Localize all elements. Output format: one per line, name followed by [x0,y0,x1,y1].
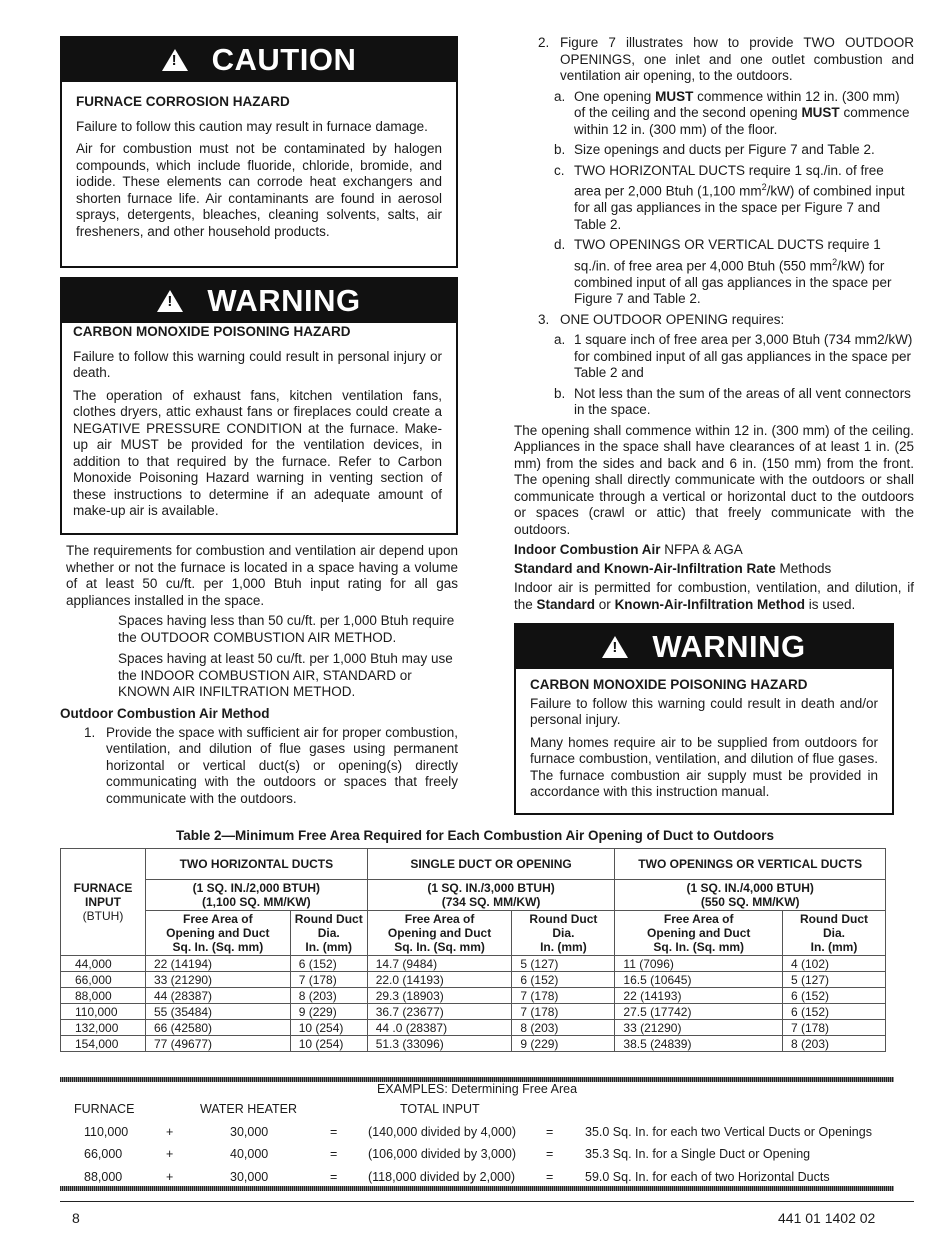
sub-line: In. (mm) [810,940,858,954]
table-cell: 6 (152) [512,972,615,988]
heading-bold: Indoor Combustion Air [514,542,661,557]
table-title: Table 2—Minimum Free Area Required for Each Combustion Air Opening of Duct to Outdoors [175,828,775,843]
space-less-note: Spaces having less than 50 cu/ft. per 1,000 Btuh require the OUTDOOR COMBUSTION AIR METHOD. [118,613,455,645]
sub-line: Dia. [552,926,575,940]
warning-title-2: CARBON MONOXIDE POISONING HAZARD [530,677,808,692]
table-cell: 22 (14193) [615,988,783,1004]
furnace-input-cell: 154,000 [61,1036,146,1052]
example-eq2: = [546,1169,554,1184]
table-cell: 14.7 (9484) [367,956,512,972]
sub-header-dia [783,911,886,956]
example-calc: (118,000 divided by 2,000) [368,1169,516,1184]
table-cell: 10 (254) [290,1020,367,1036]
table-cell: 22.0 (14193) [367,972,512,988]
table-body [61,956,886,1052]
indoor-air-paragraph [514,580,914,613]
warning-label-2: WARNING [652,629,806,664]
text-run: /kW) of combined input for all gas appliances in the space per Figure 7 and Table 2. [574,183,905,232]
sub-line: Free Area of [404,912,475,926]
hdr-water-heater: WATER HEATER [200,1102,297,1116]
warning-header-2 [516,625,892,669]
hdr-total-input: TOTAL INPUT [400,1102,480,1116]
table-cell: 4 (102) [783,956,886,972]
table-cell: 9 (229) [290,1004,367,1020]
examples-title: EXAMPLES: Determining Free Area [376,1082,578,1096]
table-cell: 8 (203) [290,988,367,1004]
rate-line: (734 SQ. MM/KW) [441,895,541,909]
rate-line: (1 SQ. IN./3,000 BTUH) [427,881,555,895]
sub-line: Dia. [317,926,340,940]
sub-item-a [554,89,914,139]
text-run: commence within 12 in. (300 mm) of the floor. [574,105,910,137]
group-header: SINGLE DUCT OR OPENING [367,849,615,880]
table-row [61,1004,886,1020]
table-cell: 16.5 (10645) [615,972,783,988]
table-cell: 77 (49677) [146,1036,291,1052]
sub-number: a. [554,88,566,104]
example-eq1: = [330,1124,338,1139]
table-cell: 55 (35484) [146,1004,291,1020]
table-row [61,988,886,1004]
example-result: 59.0 Sq. In. for each of two Horizontal Ducts [585,1169,830,1184]
warning-text-2b: Many homes require air to be supplied from outdoors for furnace combustion, ventilation, and dilution of flue gases. The furnace combustion air supply must be provided in accordance with this instruction manual. [530,734,878,799]
heading-rest: NFPA & AGA [660,542,743,557]
furnace-input-cell: 66,000 [61,972,146,988]
right-column [514,35,914,815]
example-calc: (140,000 divided by 4,000) [368,1124,517,1139]
text-run: TWO OPENINGS OR VERTICAL DUCTS require 1 sq./in. of free area per 4,000 Btuh (550 mm [574,237,881,273]
example-water: 30,000 [230,1124,269,1139]
standard-methods-heading [514,561,914,576]
warning-title-1: CARBON MONOXIDE POISONING HAZARD [73,324,351,339]
space-atleast-note: Spaces having at least 50 cu/ft. per 1,000 Btuh may use the INDOOR COMBUSTION AIR, STANDARD or KNOWN AIR INFILTRATION METHOD. [118,651,453,699]
superscript: 2 [832,256,838,267]
rate-line: (1 SQ. IN./4,000 BTUH) [686,881,814,895]
sub-number: c. [554,162,565,178]
sub-number: b. [554,142,566,157]
sub-line: Opening and Duct [387,926,492,940]
sub-item-3a [554,332,914,382]
list-item-2 [514,35,914,85]
heading-rest: Methods [775,561,832,576]
sub-header-area [146,911,291,956]
document-number: 441 01 1402 02 [778,1210,876,1226]
text-run: TWO HORIZONTAL DUCTS require 1 sq./in. of free area per 2,000 Btuh (1,100 mm [574,162,884,199]
table-cell: 7 (178) [290,972,367,988]
caution-header [62,38,456,82]
sub-header-dia [290,911,367,956]
furnace-input-cell: 110,000 [61,1004,146,1020]
example-result: 35.3 Sq. In. for a Single Duct or Opening [585,1147,811,1161]
header-line: FURNACE [73,881,133,895]
hdr-furnace: FURNACE [74,1102,135,1116]
example-water: 40,000 [230,1147,269,1161]
text-run: is used. [805,596,856,612]
warning-header-1 [62,279,456,323]
emphasis: MUST [801,105,840,120]
warning-text-1a: Failure to follow this warning could result in personal injury or death. [73,348,442,380]
sub-text: Not less than the sum of the areas of all vent connectors in the space. [574,385,911,417]
furnace-input-header [61,849,146,956]
sub-text: Size openings and ducts per Figure 7 and Table 2. [574,142,875,157]
list-item-1 [60,725,458,808]
rate-header [146,880,368,911]
example-furnace: 110,000 [84,1124,129,1139]
furnace-input-cell: 132,000 [61,1020,146,1036]
table-cell: 29.3 (18903) [367,988,512,1004]
sub-line: In. (mm) [305,940,353,954]
example-water: 30,000 [230,1169,269,1184]
sub-line: Sq. In. (Sq. mm) [172,940,264,954]
superscript: 2 [761,182,767,192]
table-cell: 10 (254) [290,1036,367,1052]
text-run: Indoor air is permitted for combustion, ventilation, and dilution, if the [514,580,914,612]
emphasis: MUST [655,88,694,104]
rate-header [367,880,615,911]
list-text: Figure 7 illustrates how to provide TWO OUTDOOR OPENINGS, one inlet and one outlet combustion and ventilation air opening, to the outdoors. [560,35,914,83]
group-header: TWO OPENINGS OR VERTICAL DUCTS [615,849,886,880]
warning-text-2a: Failure to follow this warning could result in death and/or personal injury. [530,695,878,727]
warning-box-2 [514,623,894,815]
list-number: 2. [538,35,550,50]
examples-rows [60,1125,894,1193]
sub-line: Sq. In. (Sq. mm) [653,940,745,954]
sub-line: Free Area of [183,912,253,926]
text-run: commence within 12 in. (300 mm) of the ceiling and the second opening [574,88,900,120]
warning-triangle-icon [162,49,188,71]
sub-text [574,163,914,234]
sub-item-c [554,163,914,234]
group-header: TWO HORIZONTAL DUCTS [146,849,368,880]
opening-paragraph: The opening shall commence within 12 in. (300 mm) of the ceiling. Appliances in the space shall have clearances of at least 1 in. (25 mm) from the sides and back and 6 in. (150 mm) from the front. The opening shall directly communicate with the outdoors or shall communicate through a vertical or horizontal duct to the outdoors or spaces (crawl or attic) that freely communicate with the outdoors. [514,422,914,537]
caution-text-1: Failure to follow this caution may result in furnace damage. [76,118,428,134]
list-number: 3. [538,311,550,327]
table-cell: 44 (28387) [146,988,291,1004]
sub-line: Round Duct [294,912,363,926]
emphasis: Standard [536,596,596,612]
sub-number: d. [554,237,566,252]
table-row [61,1020,886,1036]
caution-text-2: Air for combustion must not be contaminated by halogen compounds, which include fluoride, chloride, bromide, and iodide. These elements can corrode heat exchangers and shorten furnace life. Air contaminants are found in aerosol sprays, detergents, bleaches, cleaning solvents, salts, air fresheners, and other household products. [76,141,442,239]
table-cell: 66 (42580) [146,1020,291,1036]
example-plus: + [166,1169,174,1184]
list-text: ONE OUTDOOR OPENING requires: [560,311,785,327]
emphasis: Known-Air-Infiltration Method [614,596,806,612]
sub-text [574,237,914,308]
example-eq1: = [330,1169,338,1184]
warning-box-1 [60,277,458,535]
table-row [61,956,886,972]
table-cell: 7 (178) [512,1004,615,1020]
examples-section [60,1082,894,1192]
sub-item-b [554,142,914,159]
header-line: (BTUH) [82,909,124,923]
table-cell: 9 (229) [512,1036,615,1052]
table-cell: 44 .0 (28387) [367,1020,512,1036]
sub-line: Round Duct [800,912,868,926]
sub-line: Free Area of [663,912,734,926]
table-cell: 6 (152) [290,956,367,972]
example-result: 35.0 Sq. In. for each two Vertical Ducts or Openings [585,1124,872,1139]
table-cell: 7 (178) [512,988,615,1004]
sub-line: Opening and Duct [647,926,751,940]
sub-number: b. [554,385,566,401]
sub-line: Sq. In. (Sq. mm) [394,940,485,954]
sub-item-3b [554,386,914,419]
page-number: 8 [72,1210,80,1226]
table-cell: 5 (127) [512,956,615,972]
sub-header-area [367,911,512,956]
heading-bold: Standard and Known-Air-Infiltration Rate [514,561,776,576]
table-cell: 6 (152) [783,1004,886,1020]
free-area-table [60,848,886,1052]
example-plus: + [166,1147,174,1161]
list-item-3 [514,312,914,329]
caution-box [60,36,458,268]
furnace-input-cell: 88,000 [61,988,146,1004]
left-column [60,36,458,811]
table-cell: 38.5 (24839) [615,1036,783,1052]
examples-header-row [60,1102,894,1125]
caution-label: CAUTION [211,42,357,77]
sub-line: Dia. [822,926,845,940]
table-cell: 7 (178) [783,1020,886,1036]
table-row [61,1036,886,1052]
sub-header-dia [512,911,615,956]
rate-line: (550 SQ. MM/KW) [700,895,800,909]
example-eq1: = [330,1147,338,1161]
table-cell: 22 (14194) [146,956,291,972]
warning-triangle-icon [157,290,183,312]
sub-line: In. (mm) [540,940,587,954]
hatch-divider-bottom [60,1186,894,1191]
list-number: 1. [84,724,96,740]
outdoor-method-heading: Outdoor Combustion Air Method [60,705,270,721]
table-cell: 33 (21290) [615,1020,783,1036]
requirements-paragraph: The requirements for combustion and ventilation air depend upon whether or not the furnace is located in a space having a volume of at least 50 cu/ft. per 1,000 Btuh input rating for all gas appliances installed in the space. [66,543,458,608]
example-eq2: = [546,1124,554,1139]
header-line: INPUT [85,895,121,909]
sub-text [574,89,914,139]
warning-triangle-icon [602,636,628,658]
sub-number: a. [554,332,566,347]
sub-text: 1 square inch of free area per 3,000 Btuh (734 mm2/kW) for combined input of all gas appliances in the space per Table 2 and [574,332,913,380]
example-calc: (106,000 divided by 3,000) [368,1147,517,1161]
table-cell: 8 (203) [512,1020,615,1036]
rate-line: (1 SQ. IN./2,000 BTUH) [192,881,321,895]
example-row [60,1147,894,1170]
table-cell: 51.3 (33096) [367,1036,512,1052]
example-row [60,1125,894,1148]
table-cell: 27.5 (17742) [615,1004,783,1020]
sub-header-area [615,911,783,956]
example-eq2: = [546,1147,554,1161]
text-run: /kW) for combined input of all gas appliances in the space per Figure 7 and Table 2. [574,258,892,306]
table-cell: 33 (21290) [146,972,291,988]
rate-line: (1,100 SQ. MM/KW) [202,895,311,909]
example-furnace: 88,000 [84,1169,123,1184]
table-cell: 11 (7096) [615,956,783,972]
footer-rule [60,1201,914,1202]
text-run: or [595,596,615,612]
sub-line: Round Duct [529,912,598,926]
table-cell: 8 (203) [783,1036,886,1052]
warning-text-1b: The operation of exhaust fans, kitchen ventilation fans, clothes dryers, attic exhaust fans or fireplaces could create a NEGATIVE PRESSURE CONDITION at the furnace. Make-up air MUST be provided for the ventilation devices, in addition to that required by the furnace. Refer to Carbon Monoxide Poisoning Hazard warning in venting section of these instructions to determine if an adequate amount of make-up air is available. [73,387,442,518]
text-run: One opening [574,88,656,104]
example-furnace: 66,000 [84,1147,123,1161]
caution-title: FURNACE CORROSION HAZARD [76,94,290,109]
example-plus: + [166,1124,174,1139]
warning-label-1: WARNING [207,283,361,318]
sub-line: Opening and Duct [166,926,270,940]
list-text: Provide the space with sufficient air for proper combustion, ventilation, and dilution of flue gases using permanent horizontal or vertical duct(s) or opening(s) directly communicating with the outdoors or spaces that freely communicate with the outdoors. [106,724,458,806]
sub-item-d [554,237,914,308]
table-cell: 36.7 (23677) [367,1004,512,1020]
indoor-air-heading [514,542,914,557]
rate-header [615,880,886,911]
table-cell: 6 (152) [783,988,886,1004]
furnace-input-cell: 44,000 [61,956,146,972]
table-cell: 5 (127) [783,972,886,988]
table-row [61,972,886,988]
